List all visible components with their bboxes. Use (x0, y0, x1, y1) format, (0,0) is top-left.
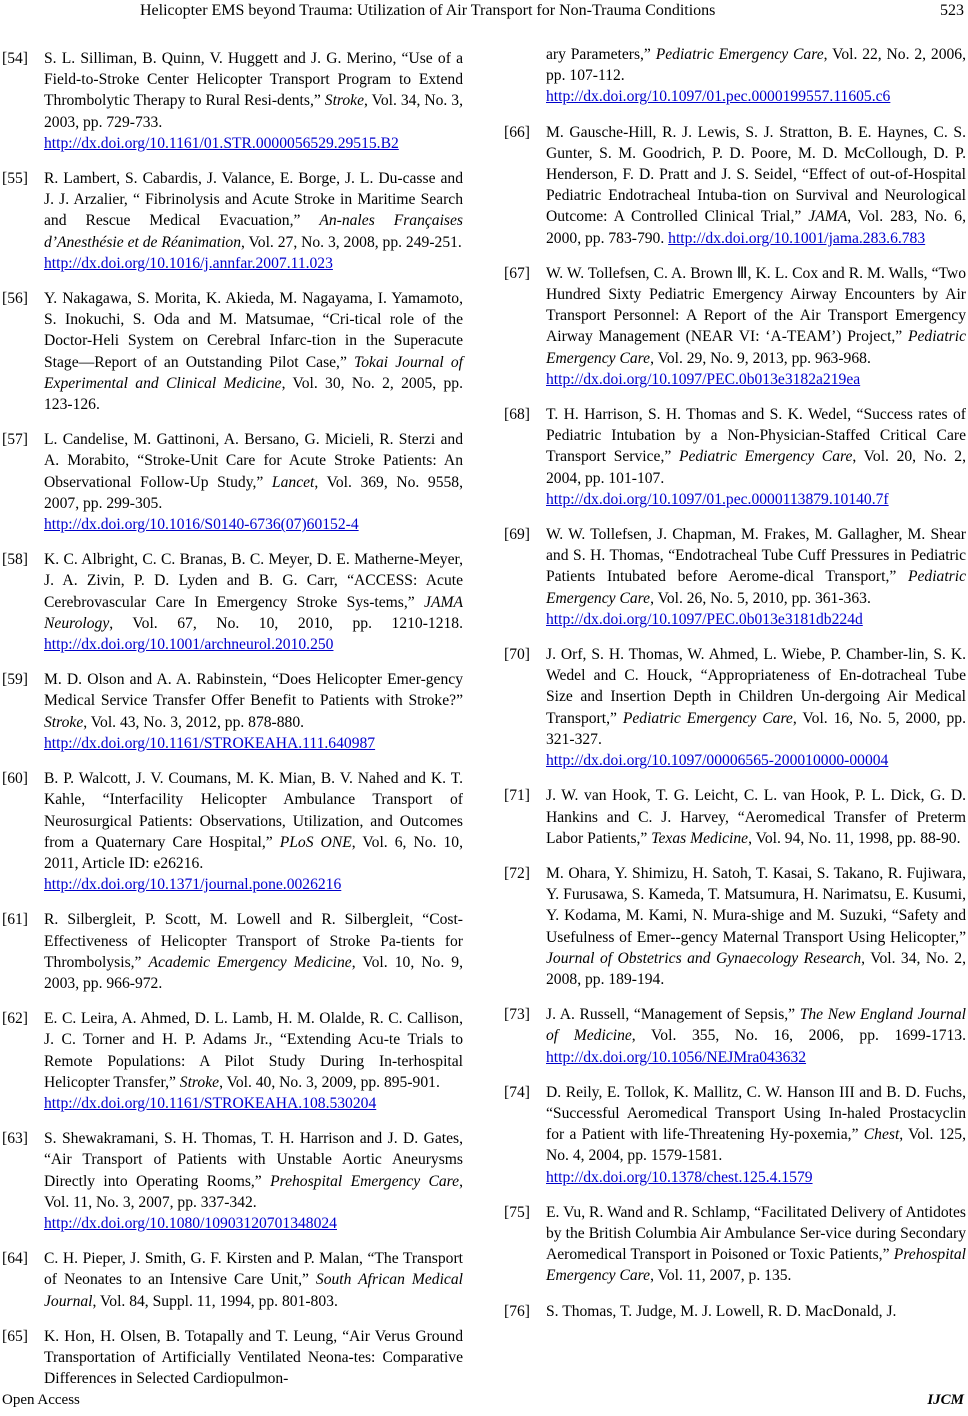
reference-entry (2, 669, 463, 754)
reference-entry (504, 785, 966, 849)
reference-entry (2, 168, 463, 274)
reference-number: [64] (2, 1250, 28, 1268)
reference-text: C. H. Pieper, J. Smith, G. F. Kirsten and P. Malan, “The Transport of Neonates to an Intensive Care Unit,” (44, 1250, 463, 1289)
reference-body (44, 768, 463, 895)
reference-text: ary Parameters,” (546, 46, 656, 63)
doi-link[interactable]: http://dx.doi.org/10.1097/00006565-200010000-00004 (546, 752, 889, 770)
journal-abbrev: IJCM (927, 1392, 964, 1408)
reference-number: [68] (504, 406, 530, 424)
reference-text: T. H. Harrison, S. H. Thomas and S. K. Wedel, “Success rates of Pediatric Intubation by a Non-Physician-Staffed Critical Care Transport Service,” (546, 406, 966, 466)
reference-text: R. Lambert, S. Cabardis, J. Valance, E. Borge, J. L. Du-casse and J. J. Arzalier, “ Fibrinolysis and Acute Stroke in Maritime Search and Rescue Medical Evacuation,” (44, 170, 463, 230)
reference-details: , Vol. 11, No. 3, 2007, pp. 337-342. (44, 1172, 463, 1211)
reference-details: , Vol. 125, No. 4, 2004, pp. 1579-1581. (546, 1126, 966, 1165)
reference-text: B. P. Walcott, J. V. Coumans, M. K. Mian, B. V. Nahed and K. T. Kahle, “Interfacility Helicopter Ambulance Transport of Neurosurgical Patients: Observations, Utilization, and Outcomes from a Quaternary Care Hospital,” (44, 770, 463, 851)
page-footer (0, 1392, 968, 1414)
reference-entry (2, 1326, 463, 1390)
journal-title: Stroke (44, 713, 84, 731)
reference-entry (504, 1082, 966, 1188)
reference-entry (504, 863, 966, 990)
reference-details: , Vol. 34, No. 3, 2003, pp. 729-733. (44, 92, 463, 131)
reference-text: S. Thomas, T. Judge, M. J. Lowell, R. D. MacDonald, J. (546, 1302, 897, 1320)
journal-title: JAMA (808, 208, 848, 226)
reference-body (546, 785, 966, 849)
reference-number: [67] (504, 264, 530, 282)
reference-number: [71] (504, 787, 530, 805)
reference-number: [70] (504, 646, 530, 664)
journal-title: Stroke (179, 1073, 220, 1091)
reference-entry (504, 1004, 966, 1068)
reference-details: , Vol. 40, No. 3, 2009, pp. 895-901. (219, 1073, 440, 1091)
reference-text: M. Gausche-Hill, R. J. Lewis, S. J. Stratton, B. E. Haynes, C. S. Gunter, S. M. Goodrich, P. D. Poore, M. D. McCollough, D. P. Henderson, F. D. Pratt and J. S. Seidel, “Effect of out-of-Hospital Pediatric Endotracheal Intuba-tion on Survival and Neurological Outcome: A Controlled Clinical Trial,” (546, 123, 966, 226)
reference-number: [59] (2, 671, 28, 689)
reference-text: M. D. Olson and A. A. Rabinstein, “Does Helicopter Emer-gency Medical Service Transfer Offer Benefit to Patients with Stroke?” (44, 671, 463, 710)
doi-link[interactable]: http://dx.doi.org/10.1097/PEC.0b013e3181db224d (546, 610, 863, 628)
reference-number: [72] (504, 864, 530, 882)
left-column (2, 48, 463, 1403)
reference-body (546, 263, 966, 390)
reference-body (546, 524, 966, 630)
reference-details: , Vol. 43, No. 3, 2012, pp. 878-880. (83, 713, 305, 731)
reference-number: [57] (2, 431, 28, 449)
reference-entry (2, 429, 463, 535)
reference-body (44, 48, 463, 154)
reference-entry (504, 1301, 966, 1322)
reference-text: M. Ohara, Y. Shimizu, H. Satoh, T. Kasai, S. Takano, R. Fujiwara, Y. Furusawa, S. Kameda, T. Matsumura, H. Narimatsu, E. Kusumi, Y. Kodama, M. Kami, N. Mura-shige and M. Suzuki, “Safety and Usefulness of Emer--gency Maternal Transport Using Helicopter,” (546, 864, 966, 946)
running-title: Helicopter EMS beyond Trauma: Utilization of Air Transport for Non-Trauma Conditions (140, 2, 716, 19)
reference-body (44, 669, 463, 754)
reference-body (44, 909, 463, 994)
reference-text: E. C. Leira, A. Ahmed, D. L. Lamb, H. M. Olalde, R. C. Callison, J. C. Torner and H. P. Adams Jr., “Extending Acu-te Trials to Remote Populations: A Pilot Study During In-terhospital Helicopter Transfer,” (44, 1010, 463, 1091)
reference-body (44, 429, 463, 535)
reference-details: , Vol. 84, Suppl. 11, 1994, pp. 801-803. (92, 1292, 338, 1310)
reference-body (504, 44, 966, 108)
journal-title: Prehospital Emergency Care (270, 1172, 460, 1190)
journal-title: Pediatric Emergency Care (622, 709, 793, 727)
reference-continuation (504, 44, 966, 108)
reference-body (546, 644, 966, 771)
journal-title: Pediatric Emergency Care (655, 46, 824, 63)
journal-title: Prehospital Emergency Care (546, 1246, 966, 1285)
journal-title: An-nales Françaises d’Anesthésie et de Réanimation (44, 212, 463, 251)
reference-body (44, 549, 463, 655)
reference-text: W. W. Tollefsen, C. A. Brown Ⅲ, K. L. Cox and R. M. Walls, “Two Hundred Sixty Pediatric Emergency Airway Encounters by Air Transport Personnel: A Report of the Air Transport Emergency Airway Management (NEAR VI: ‘A-TEAM’) Project,” (546, 264, 966, 346)
journal-title: Academic Emergency Medicine (148, 953, 352, 971)
journal-title: South African Medical Journal (44, 1271, 463, 1310)
reference-text: D. Reily, E. Tollok, K. Mallitz, C. W. Hanson III and B. D. Fuchs, “Successful Aeromedical Transport Using In-haled Prostacyclin for a Patient with life-Threatening Hy-poxemia,” (546, 1083, 966, 1144)
reference-body (44, 1326, 463, 1390)
reference-number: [74] (504, 1083, 530, 1101)
reference-body (44, 168, 463, 274)
reference-details: , Vol. 34, No. 2, 2008, pp. 189-194. (546, 949, 966, 988)
reference-details: , Vol. 6, No. 10, 2011, Article ID: e26216. (44, 833, 463, 872)
reference-details: , Vol. 22, No. 2, 2006, pp. 107-112. (546, 46, 966, 85)
reference-text: K. C. Albright, C. C. Branas, B. C. Meyer, D. E. Matherne-Meyer, J. A. Zivin, P. D. Lyden and B. G. Carr, “ACCESS: Acute Cerebrovascular Care In Emergency Stroke Sys-tems,” (44, 551, 463, 611)
reference-number: [62] (2, 1010, 28, 1028)
reference-body (546, 122, 966, 249)
journal-title: PLoS ONE (279, 833, 352, 851)
reference-number: [54] (2, 50, 28, 67)
doi-link[interactable]: http://dx.doi.org/10.1056/NEJMra043632 (546, 1048, 807, 1066)
reference-body (546, 1301, 966, 1322)
reference-body (44, 1248, 463, 1312)
reference-entry (2, 768, 463, 895)
reference-details: , Vol. 283, No. 6, 2000, pp. 783-790. (546, 208, 966, 247)
reference-text: S. L. Silliman, B. Quinn, V. Huggett and J. G. Merino, “Use of a Field-to-Stroke Center Helicopter Transport Program to Extend Thrombolytic Therapy to Rural Resi-dents,” (44, 50, 463, 110)
doi-link[interactable]: http://dx.doi.org/10.1001/jama.283.6.783 (668, 229, 926, 247)
reference-entry (504, 524, 966, 630)
page-header (0, 0, 968, 32)
reference-text: S. Shewakramani, S. H. Thomas, T. H. Harrison and J. D. Gates, “Air Transport of Patients with Unstable Aortic Aneurysms Directly into Operating Rooms,” (44, 1130, 463, 1190)
reference-details: , Vol. 67, No. 10, 2010, pp. 1210-1218. (109, 614, 463, 632)
reference-body (546, 404, 966, 510)
doi-link[interactable]: http://dx.doi.org/10.1097/PEC.0b013e3182a219ea (546, 370, 861, 388)
doi-link[interactable]: http://dx.doi.org/10.1016/j.annfar.2007.11.023 (44, 254, 333, 272)
doi-link[interactable]: http://dx.doi.org/10.1097/01.pec.0000113879.10140.7f (546, 490, 889, 508)
reference-details: , Vol. 10, No. 9, 2003, pp. 966-972. (44, 953, 463, 992)
journal-title: Lancet (271, 473, 315, 491)
journal-title: Texas Medicine (651, 829, 749, 847)
reference-text: Y. Nakagawa, S. Morita, K. Akieda, M. Nagayama, I. Yamamoto, S. Inokuchi, S. Oda and M. Matsumae, “Cri-tical role of the Doctor-Heli System on Cerebral Infarc-tion in the Superacute Stage—Report of an Outstanding Pilot Case,” (44, 290, 463, 371)
journal-title: Pediatric Emergency Care (546, 328, 966, 367)
reference-details: , Vol. 30, No. 2, 2005, pp. 123-126. (44, 374, 463, 414)
journal-title: Pediatric Emergency Care (546, 568, 966, 607)
reference-entry (2, 1008, 463, 1114)
doi-link[interactable]: http://dx.doi.org/10.1016/S0140-6736(07)60152-4 (44, 516, 359, 534)
reference-entry (2, 48, 463, 154)
reference-text: J. A. Russell, “Management of Sepsis,” (546, 1006, 800, 1024)
doi-link[interactable]: http://dx.doi.org/10.1161/STROKEAHA.111.640987 (44, 734, 376, 752)
reference-details: , Vol. 369, No. 9558, 2007, pp. 299-305. (44, 473, 463, 512)
reference-entry (504, 644, 966, 771)
reference-number: [55] (2, 170, 28, 188)
reference-number: [63] (2, 1130, 28, 1148)
doi-link[interactable]: http://dx.doi.org/10.1161/STROKEAHA.108.530204 (44, 1094, 377, 1112)
reference-details: , Vol. 27, No. 3, 2008, pp. 249-251. (241, 233, 462, 251)
reference-number: [56] (2, 290, 28, 308)
reference-entry (2, 549, 463, 655)
reference-details: , Vol. 29, No. 9, 2013, pp. 963-968. (650, 349, 871, 367)
reference-details: , Vol. 11, 2007, p. 135. (650, 1267, 792, 1285)
journal-title: Stroke (324, 92, 365, 110)
reference-entry (504, 122, 966, 249)
doi-link[interactable]: http://dx.doi.org/10.1097/01.pec.0000199557.11605.c6 (546, 88, 891, 106)
reference-body (546, 863, 966, 990)
doi-link[interactable]: http://dx.doi.org/10.1161/01.STR.0000056529.29515.B2 (44, 134, 399, 152)
reference-text: L. Candelise, M. Gattinoni, A. Bersano, G. Micieli, R. Sterzi and A. Morabito, “Stroke-Unit Care for Acute Stroke Patients: An Observational Follow-Up Study,” (44, 431, 463, 491)
doi-link[interactable]: http://dx.doi.org/10.1371/journal.pone.0026216 (44, 876, 342, 894)
reference-entry (504, 404, 966, 510)
reference-text: K. Hon, H. Olsen, B. Totapally and T. Leung, “Air Verus Ground Transportation of Artificially Ventilated Neona-tes: Comparative Differences in Selected Cardiopulmon- (44, 1327, 463, 1388)
reference-body (546, 1202, 966, 1287)
open-access-label: Open Access (2, 1392, 80, 1408)
reference-number: [75] (504, 1203, 530, 1221)
reference-number: [69] (504, 526, 530, 544)
reference-number: [76] (504, 1302, 530, 1320)
doi-link[interactable]: http://dx.doi.org/10.1001/archneurol.2010.250 (44, 636, 334, 654)
reference-number: [65] (2, 1327, 28, 1345)
journal-title: The New England Journal of Medicine (546, 1006, 966, 1045)
reference-entry (2, 288, 463, 415)
doi-link[interactable]: http://dx.doi.org/10.1378/chest.125.4.1579 (546, 1168, 813, 1186)
reference-body (44, 288, 463, 415)
reference-details: , Vol. 16, No. 5, 2000, pp. 321-327. (546, 709, 966, 748)
page-number: 523 (940, 2, 964, 19)
reference-entry (504, 1202, 966, 1287)
reference-text: J. Orf, S. H. Thomas, W. Ahmed, L. Wiebe, P. Chamber-lin, S. K. Wedel and C. Houck, “Appropriateness of En-dotracheal Tube Size and Insertion Depth in Children Un-dergoing Air Medical Transport,” (546, 646, 966, 727)
reference-body (44, 1008, 463, 1114)
reference-number: [60] (2, 770, 28, 788)
reference-details: , Vol. 355, No. 16, 2006, pp. 1699-1713. (631, 1027, 966, 1045)
reference-text: W. W. Tollefsen, J. Chapman, M. Frakes, M. Gallagher, M. Shear and S. H. Thomas, “Endotracheal Tube Cuff Pressures in Pediatric Patients Intubated before Aerome-dical Transport,” (546, 526, 966, 586)
reference-number: [73] (504, 1006, 530, 1024)
right-column (504, 44, 966, 1336)
reference-number: [66] (504, 123, 530, 141)
journal-title: Chest (863, 1126, 900, 1144)
reference-number: [58] (2, 551, 28, 569)
journal-title: Tokai Journal of Experimental and Clinical Medicine (44, 353, 464, 392)
reference-body (546, 1082, 966, 1188)
reference-details: , Vol. 20, No. 2, 2004, pp. 101-107. (546, 448, 966, 487)
reference-entry (2, 1128, 463, 1234)
journal-title: JAMA Neurology (44, 593, 463, 632)
journal-title: Journal of Obstetrics and Gynaecology Research (546, 949, 862, 967)
reference-number: [61] (2, 911, 28, 929)
reference-body (44, 1128, 463, 1234)
reference-details: , Vol. 26, No. 5, 2010, pp. 361-363. (650, 589, 871, 607)
reference-text: R. Silbergleit, P. Scott, M. Lowell and R. Silbergleit, “Cost-Effectiveness of Helicopter Transport of Stroke Pa-tients for Thrombolysis,” (44, 911, 463, 971)
reference-entry (504, 263, 966, 390)
journal-title: Pediatric Emergency Care (678, 448, 853, 466)
reference-entry (2, 1248, 463, 1312)
reference-text: E. Vu, R. Wand and R. Schlamp, “Facilitated Delivery of Antidotes by the British Columbia Air Ambulance Ser-vice during Secondary Aeromedical Transport in Poisoned or Toxic Patients,” (546, 1203, 966, 1264)
reference-body (546, 1004, 966, 1068)
reference-entry (2, 909, 463, 994)
reference-details: , Vol. 94, No. 11, 1998, pp. 88-90. (748, 829, 961, 847)
doi-link[interactable]: http://dx.doi.org/10.1080/10903120701348024 (44, 1214, 337, 1232)
reference-text: J. W. van Hook, T. G. Leicht, C. L. van Hook, P. L. Dick, G. D. Hankins and C. J. Harvey, “Aeromedical Transfer of Preterm Labor Patients,” (546, 787, 966, 847)
